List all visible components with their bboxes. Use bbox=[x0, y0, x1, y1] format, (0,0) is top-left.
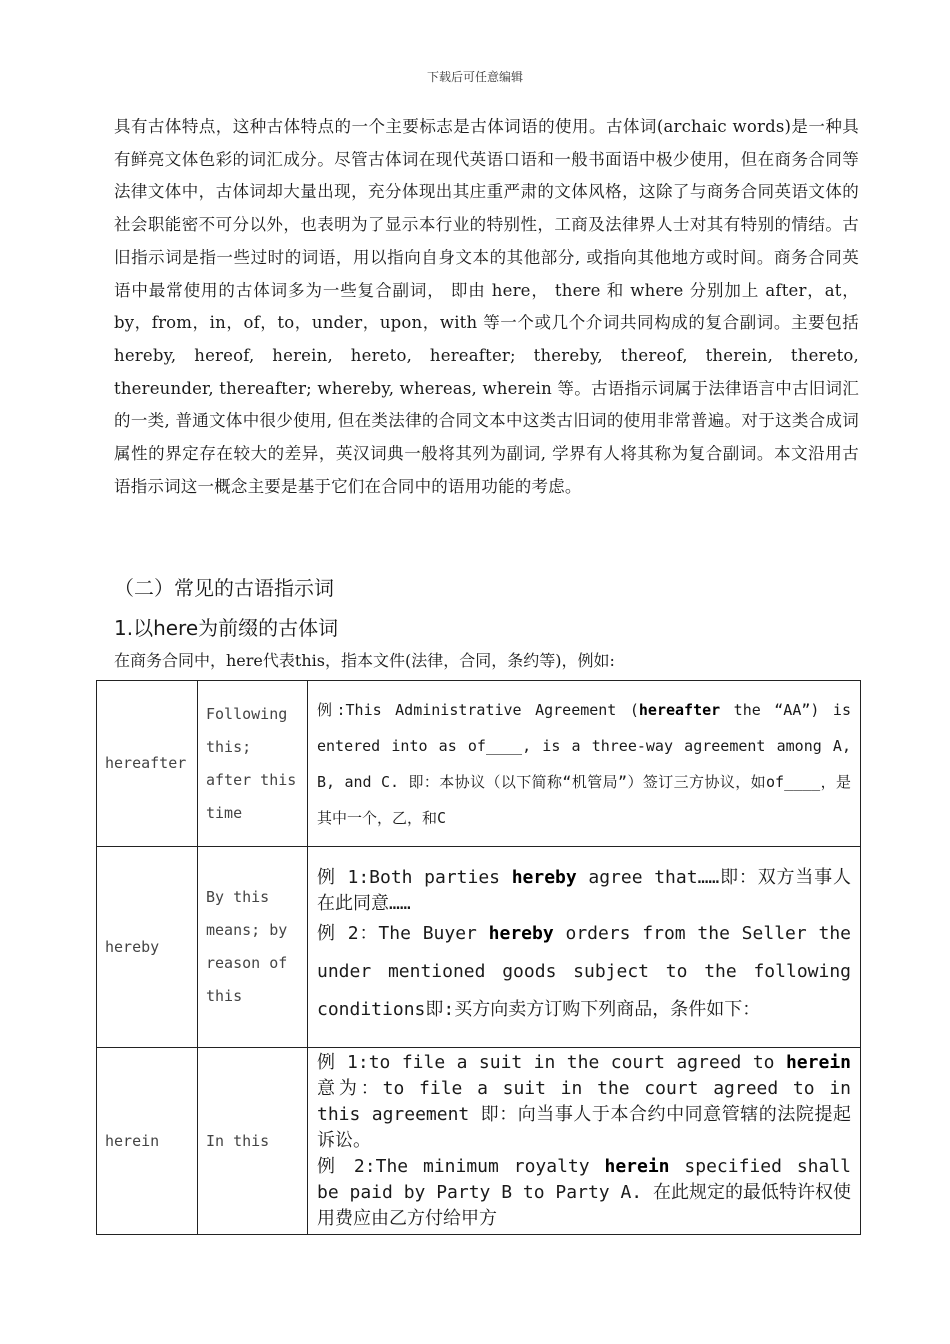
archaic-words-table bbox=[96, 680, 861, 1235]
page-header: 下载后可任意编辑 bbox=[426, 70, 523, 84]
example-keyword: hereafter bbox=[638, 700, 721, 719]
table-row bbox=[97, 1048, 861, 1235]
example-text: 例 1:to file a suit in the court agreed to bbox=[317, 1052, 786, 1073]
example-text: orders from the Seller the under mentioned goods subject to the following conditions即:买方向卖方订购下列商品，条件如下： bbox=[317, 923, 851, 1020]
example-text: 例 1:Both parties bbox=[317, 867, 512, 888]
example-keyword: hereby bbox=[488, 923, 554, 944]
meaning-cell: By this means; by reason of this bbox=[198, 847, 308, 1048]
intro-text: 在商务合同中，here代表this，指本文件(法律，合同，条约等)，例如: bbox=[114, 651, 615, 670]
table-row bbox=[97, 847, 861, 1048]
example-keyword: hereby bbox=[511, 867, 577, 888]
term-cell: hereby bbox=[97, 847, 198, 1048]
example-1 bbox=[317, 865, 851, 917]
table-row bbox=[97, 681, 861, 847]
example-text: 意为：to file a suit in the court agreed to in this agreement 即：向当事人于本合约中同意管辖的法院提起诉讼。 bbox=[317, 1078, 851, 1151]
body-paragraph: 具有古体特点，这种古体特点的一个主要标志是古体词语的使用。古体词(archaic words)是一种具有鲜亮文体色彩的词汇成分。尽管古体词在现代英语口语和一般书面语中极少使用，但在商务合同等法律文体中，古体词却大量出现，充分体现出其庄重严肃的文体风格，这除了与商务合同英语文体的社会职能密不可分以外，也表明为了显示本行业的特别性，工商及法律界人士对其有特别的情结。古旧指示词是指一些过时的词语，用以指向自身文本的其他部分, 或指向其他地方或时间。商务合同英语中最常使用的古体词多为一些复合副词， 即由 here， there 和 where 分别加上 after，at，by，from，in，of，to，under，upon，with 等一个或几个介词共同构成的复合副词。主要包括 hereby, hereof, herein, hereto, hereafter; thereby, thereof, therein, thereto, thereunder, thereafter; whereby, whereas, wherein 等。古语指示词属于法律语言中古旧词汇的一类, 普通文体中很少使用, 但在类法律的合同文本中这类古旧词的使用非常普遍。对于这类合成词属性的界定存在较大的差异，英汉词典一般将其列为副词, 学界有人将其称为复合副词。本文沿用古语指示词这一概念主要是基于它们在合同中的语用功能的考虑。 bbox=[114, 117, 859, 496]
section-heading: （二）常见的古语指示词 bbox=[114, 576, 334, 600]
example-text: 例:This Administrative Agreement ( bbox=[317, 700, 639, 719]
term-cell: hereafter bbox=[97, 681, 198, 847]
example-text: 例 2：The Buyer bbox=[317, 923, 489, 944]
term-cell: herein bbox=[97, 1048, 198, 1235]
meaning-cell: In this bbox=[198, 1048, 308, 1235]
example-cell bbox=[308, 1048, 861, 1235]
example-text: 例 2:The minimum royalty bbox=[317, 1156, 605, 1177]
meaning-cell: Following this; after this time bbox=[198, 681, 308, 847]
example-text: the “AA”) is entered into as of____, is a three-way agreement among A, B, and C. 即：本协议（以下简称“机管局”）签订三方协议，如of____，是其中一个，乙，和C bbox=[317, 700, 851, 827]
example-cell bbox=[308, 847, 861, 1048]
example-text: agree that……即：双方当事人在此同意…… bbox=[317, 867, 851, 914]
example-text: specified shall be paid by Party B to Party A. 在此规定的最低特许权使用费应由乙方付给甲方 bbox=[317, 1156, 851, 1229]
example-cell bbox=[308, 681, 861, 847]
subsection-heading: 1.以here为前缀的古体词 bbox=[114, 616, 339, 640]
example-keyword: herein bbox=[604, 1156, 670, 1177]
example-keyword: herein bbox=[785, 1052, 851, 1073]
